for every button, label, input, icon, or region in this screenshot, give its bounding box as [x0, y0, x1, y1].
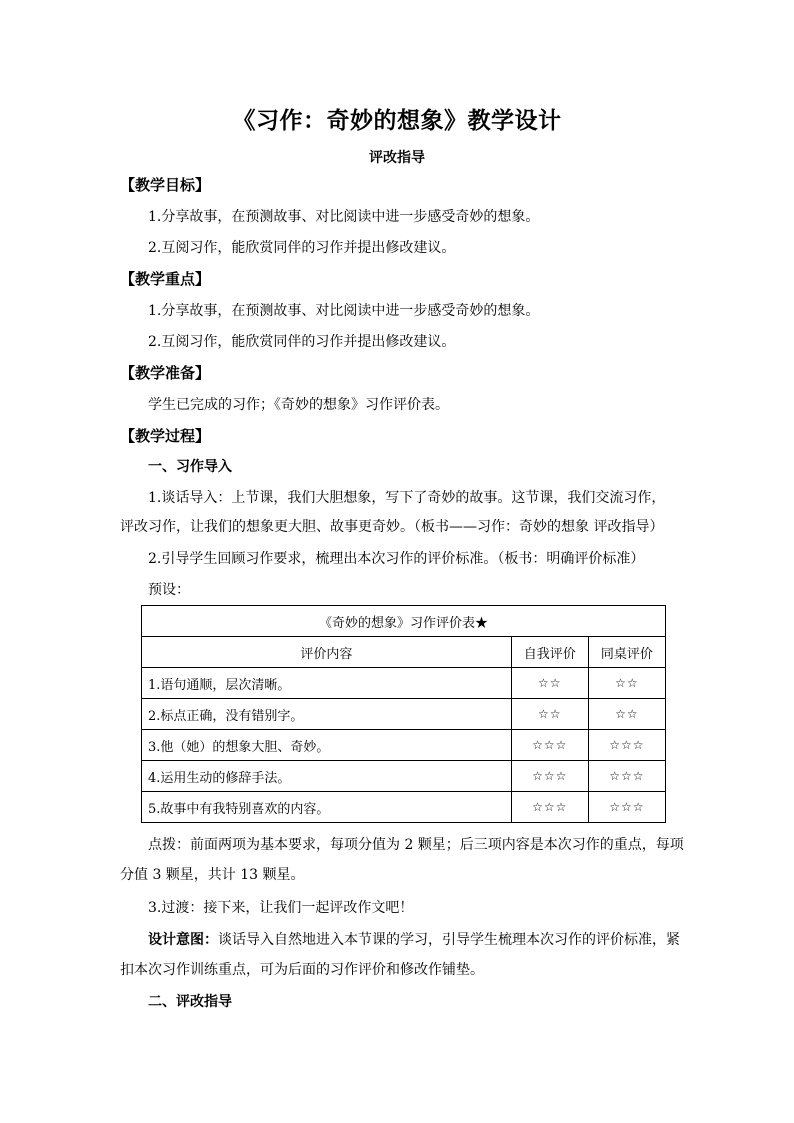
row-content: 4.运用生动的修辞手法。: [142, 761, 512, 792]
row-self-stars: ☆☆: [511, 668, 588, 699]
table-caption-row: [142, 606, 666, 637]
header-content: 评价内容: [142, 637, 512, 668]
preset-label: 预设：: [148, 582, 190, 598]
row-self-stars: ☆☆☆: [511, 792, 588, 823]
row-content: 1.语句通顺，层次清晰。: [142, 668, 512, 699]
process-p1-line2: 评改习作，让我们的想象更大胆、故事更奇妙。（板书——习作：奇妙的想象 评改指导）: [120, 519, 664, 535]
prep-text: 学生已完成的习作；《奇妙的想象》习作评价表。: [148, 397, 449, 413]
table-row: [142, 761, 666, 792]
focus-item-1: 1.分享故事，在预测故事、对比阅读中进一步感受奇妙的想象。: [148, 303, 540, 319]
design-intent-label: 设计意图：: [148, 932, 218, 948]
row-content: 5.故事中有我特别喜欢的内容。: [142, 792, 512, 823]
row-peer-stars: ☆☆☆: [588, 730, 665, 761]
process-p3: 3.过渡：接下来，让我们一起评改作文吧！: [148, 900, 414, 916]
goals-item-2: 2.互阅习作，能欣赏同伴的习作并提出修改建议。: [148, 240, 456, 256]
process-heading: 【教学过程】: [120, 427, 211, 445]
goals-heading: 【教学目标】: [120, 176, 211, 194]
table-caption: 《奇妙的想象》习作评价表★: [142, 606, 666, 637]
document-subtitle: 评改指导: [369, 150, 425, 166]
part1-title: 一、习作导入: [148, 459, 232, 475]
process-p2: 2.引导学生回顾习作要求，梳理出本次习作的评价标准。（板书：明确评价标准）: [148, 551, 645, 567]
design-intent-text: 谈话导入自然地进入本节课的学习，引导学生梳理本次习作的评价标准，紧: [218, 932, 680, 948]
row-self-stars: ☆☆☆: [511, 761, 588, 792]
header-peer: 同桌评价: [588, 637, 665, 668]
table-row: [142, 730, 666, 761]
part2-title: 二、评改指导: [148, 994, 232, 1010]
note-line1: 点拨：前面两项为基本要求，每项分值为 2 颗星；后三项内容是本次习作的重点，每项: [148, 837, 684, 853]
table-row: [142, 792, 666, 823]
row-peer-stars: ☆☆: [588, 699, 665, 730]
goals-item-1: 1.分享故事，在预测故事、对比阅读中进一步感受奇妙的想象。: [148, 209, 540, 225]
process-p1-line1: 1.谈话导入：上节课，我们大胆想象，写下了奇妙的故事。这节课，我们交流习作，: [148, 490, 666, 506]
row-self-stars: ☆☆: [511, 699, 588, 730]
table-row: [142, 668, 666, 699]
row-content: 2.标点正确，没有错别字。: [142, 699, 512, 730]
prep-heading: 【教学准备】: [120, 364, 211, 382]
row-peer-stars: ☆☆☆: [588, 761, 665, 792]
table-header-row: [142, 637, 666, 668]
row-peer-stars: ☆☆: [588, 668, 665, 699]
design-intent-line1: [148, 931, 680, 949]
focus-heading: 【教学重点】: [120, 270, 211, 288]
row-content: 3.他（她）的想象大胆、奇妙。: [142, 730, 512, 761]
design-intent-line2: 扣本次习作训练重点，可为后面的习作评价和修改作铺垫。: [120, 962, 484, 978]
header-self: 自我评价: [511, 637, 588, 668]
table-row: [142, 699, 666, 730]
document-title: 《习作：奇妙的想象》教学设计: [232, 108, 562, 134]
row-peer-stars: ☆☆☆: [588, 792, 665, 823]
focus-item-2: 2.互阅习作，能欣赏同伴的习作并提出修改建议。: [148, 334, 456, 350]
row-self-stars: ☆☆☆: [511, 730, 588, 761]
note-line2: 分值 3 颗星，共计 13 颗星。: [120, 867, 305, 883]
evaluation-table: [141, 605, 666, 823]
